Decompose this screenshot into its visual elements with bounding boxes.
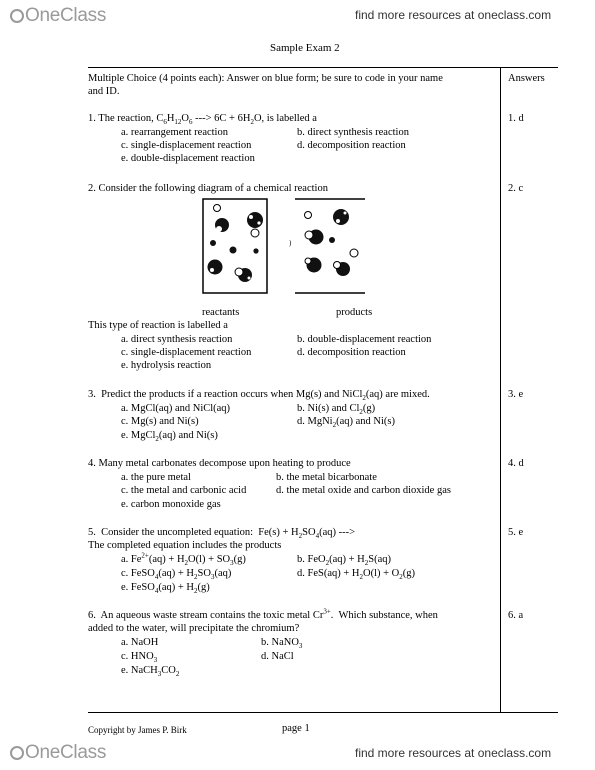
q6-stem: 6. An aqueous waste stream contains the toxic metal $Cr^{3+}$. Which substance, when [88, 607, 438, 621]
instructions-line-1: Multiple Choice (4 points each): Answer on blue form; be sure to code in your name [88, 73, 443, 84]
q5-choice-c[interactable]: c. FeSO$_4$(aq) + $H_2SO_3(aq)$ [121, 568, 232, 582]
q2-stem: 2. Consider the following diagram of a chemical reaction [88, 183, 328, 194]
q5-choice-e[interactable]: e. FeSO$_4$(aq) + $H_2(g)$ [121, 582, 210, 596]
q3-choice-a[interactable]: a. MgCl(aq) and NiCl(aq) [121, 403, 231, 414]
q5-choice-b[interactable]: b. $FeO_2(aq) + H_2S(aq)$ [297, 554, 392, 568]
oneclass-logo[interactable]: OneClass [10, 5, 106, 27]
q6-choice-d[interactable]: d. NaCl [261, 651, 294, 662]
q1-choice-d[interactable]: d. decomposition reaction [297, 140, 406, 151]
product-particles [305, 209, 359, 276]
q6-choice-e[interactable]: e. $NaCH_3CO_2$ [121, 665, 180, 679]
q3-stem: 3. Predict the products if a reaction occurs when Mg(s) and NiCl$_2$(aq) are mixed. [88, 389, 430, 403]
page-number: page 1 [282, 723, 310, 734]
table-bottom-rule [88, 712, 558, 713]
q5-followup: The completed equation includes the products [88, 540, 282, 551]
q2-answer: 2. c [508, 183, 524, 194]
q2-choice-e[interactable]: e. hydrolysis reaction [121, 360, 212, 371]
q3-choice-d[interactable]: d. MgNi$_2$(aq) and Ni(s) [297, 416, 395, 430]
oneclass-logo-footer[interactable]: OneClass [10, 742, 106, 764]
q3-choice-b[interactable]: b. Ni(s) and $Cl_2(g)$ [297, 403, 376, 417]
q3-choice-c[interactable]: c. Mg(s) and Ni(s) [121, 416, 199, 427]
q1-choice-e[interactable]: e. double-displacement reaction [121, 153, 255, 164]
logo-o-icon [10, 746, 24, 760]
q1-choice-a[interactable]: a. rearrangement reaction [121, 127, 228, 138]
q4-choice-a[interactable]: a. the pure metal [121, 472, 191, 483]
q2-choice-b[interactable]: b. double-displacement reaction [297, 334, 432, 345]
q6-choice-a[interactable]: a. NaOH [121, 637, 159, 648]
q4-choice-d[interactable]: d. the metal oxide and carbon dioxide gas [276, 485, 451, 496]
q4-choice-e[interactable]: e. carbon monoxide gas [121, 499, 221, 510]
q4-stem: 4. Many metal carbonates decompose upon heating to produce [88, 458, 351, 469]
q1-stem: 1. The reaction, $C_6H_{12}O_6$ ---> $6C + 6H_2O$, is labelled a [88, 113, 317, 127]
q5-answer: 5. e [508, 527, 524, 538]
q1-answer: 1. d [508, 113, 524, 124]
copyright: Copyright by James P. Birk [88, 725, 187, 735]
q2-choice-a[interactable]: a. direct synthesis reaction [121, 334, 233, 345]
q2-followup: This type of reaction is labelled a [88, 320, 228, 331]
q6-choice-b[interactable]: b. NaNO$_3$ [261, 637, 303, 651]
q5-choice-d[interactable]: d. $FeS(aq) + H_2O(l) + O_2(g)$ [297, 568, 415, 582]
reactants-label: reactants [202, 307, 240, 318]
q5-choice-a[interactable]: a. $Fe^{2+}(aq) + H_2O(l) + SO_3(g)$ [121, 551, 246, 568]
table-top-rule [88, 67, 558, 68]
q4-answer: 4. d [508, 458, 524, 469]
q1-choice-b[interactable]: b. direct synthesis reaction [297, 127, 409, 138]
answers-header: Answers [508, 73, 545, 84]
q2-choice-c[interactable]: c. single-displacement reaction [121, 347, 252, 358]
answers-divider [500, 68, 501, 712]
q3-answer: 3. e [508, 389, 524, 400]
header-tagline[interactable]: find more resources at oneclass.com [355, 8, 552, 22]
page-title: Sample Exam 2 [270, 42, 340, 54]
q6-choice-c[interactable]: c. $HNO_3$ [121, 651, 158, 665]
q6-stem-2: added to the water, will precipitate the chromium? [88, 623, 300, 634]
footer-tagline[interactable]: find more resources at oneclass.com [355, 746, 552, 760]
q1-choice-c[interactable]: c. single-displacement reaction [121, 140, 252, 151]
svg-text:): ) [289, 239, 292, 247]
q4-choice-c[interactable]: c. the metal and carbonic acid [121, 485, 247, 496]
products-label: products [336, 307, 373, 318]
instructions-line-2: and ID. [88, 86, 120, 97]
reactant-particles [208, 205, 264, 283]
logo-o-icon [10, 9, 24, 23]
q2-choice-d[interactable]: d. decomposition reaction [297, 347, 406, 358]
q6-answer: 6. a [508, 610, 524, 621]
q4-choice-b[interactable]: b. the metal bicarbonate [276, 472, 377, 483]
q5-stem: 5. Consider the uncompleted equation: $Fe(s) + H_2SO_4(aq)$ ---> [88, 527, 356, 541]
q3-choice-e[interactable]: e. MgCl$_2$(aq) and Ni(s) [121, 430, 218, 444]
reaction-diagram [195, 195, 375, 300]
